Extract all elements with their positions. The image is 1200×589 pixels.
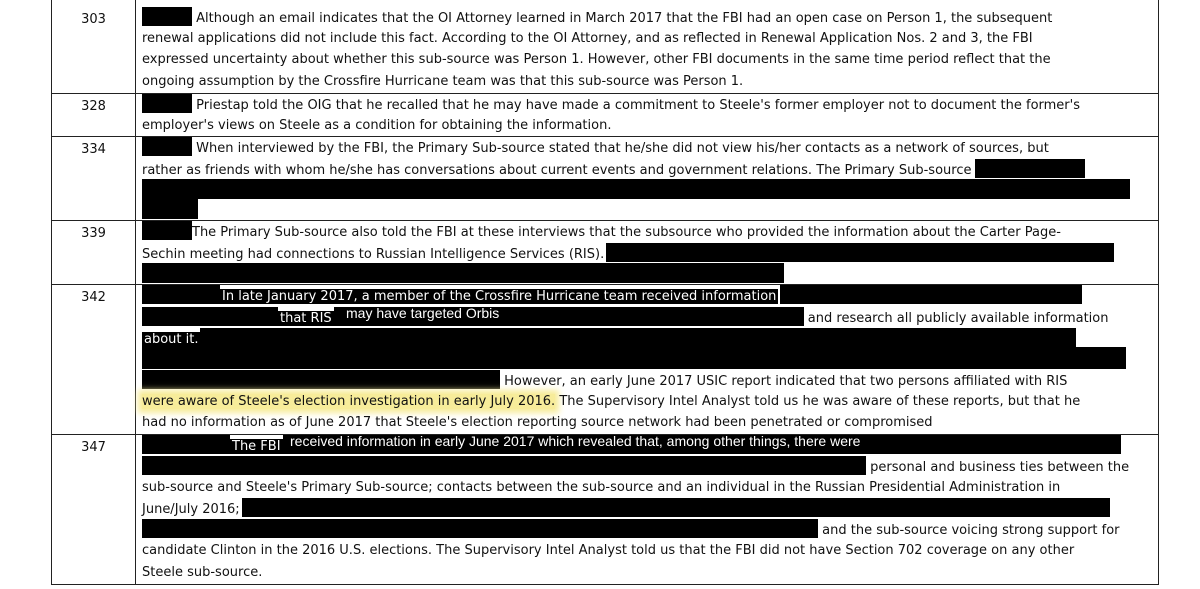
row-text [136, 434, 1159, 584]
text-fragment: that RIS [280, 310, 332, 326]
row-number: 334 [52, 137, 136, 221]
text-line: Sechin meeting had connections to Russian Intelligence Services (RIS). [142, 246, 605, 262]
text-line: and research all publicly available information [807, 310, 1109, 326]
row-text [136, 137, 1159, 221]
table-row-342 [52, 285, 1159, 434]
text-line: June/July 2016; [142, 502, 240, 518]
row-text [136, 285, 1159, 434]
text-fragment: The FBI [232, 438, 281, 454]
text-line: The Primary Sub-source also told the FBI at these interviews that the subsource who provided the information about the Carter Page- [192, 225, 1061, 241]
table-row-328 [52, 94, 1159, 137]
redaction-block [142, 94, 192, 113]
row-number: 339 [52, 221, 136, 285]
redaction-block [142, 370, 500, 389]
redaction-block [242, 498, 1110, 517]
redaction-block [142, 137, 192, 156]
text-line: However, an early June 2017 USIC report indicated that two persons affiliated with RIS [504, 373, 1068, 389]
text-line: When interviewed by the FBI, the Primary Sub-source stated that he/she did not view his/her contacts as a network of sources, but [196, 141, 1049, 157]
text-line: sub-source and Steele's Primary Sub-source; contacts between the sub-source and an individual in the Russian Presidential Administration in [142, 479, 1061, 495]
text-line: ongoing assumption by the Crossfire Hurricane team was that this sub-source was Person 1. [142, 73, 744, 89]
redaction-block [142, 7, 192, 26]
text-line: The Supervisory Intel Analyst told us he was aware of these reports, but that he [555, 394, 1081, 410]
redaction-block [200, 328, 1076, 347]
row-number: 303 [52, 0, 136, 94]
redaction-block [142, 179, 1130, 199]
text-line: employer's views on Steele as a condition for obtaining the information. [142, 118, 612, 134]
redaction-block [606, 243, 1114, 262]
row-number: 328 [52, 94, 136, 137]
overlay-text: received information in early June 2017 which revealed that, among other things, there were [290, 432, 861, 449]
highlighted-text: were aware of Steele's election investigation in early July 2016. [142, 394, 556, 410]
redaction-block [142, 307, 278, 326]
overlay-text: may have targeted Orbis [346, 304, 500, 321]
text-line: expressed uncertainty about whether this sub-source was Person 1. However, other FBI documents in the same time period reflect that the [142, 52, 1051, 68]
redaction-block [142, 221, 192, 240]
redaction-block [975, 159, 1085, 178]
text-line: and the sub-source voicing strong support for [822, 523, 1120, 539]
text-line: renewal applications did not include this fact. According to the OI Attorney, and as reflected in Renewal Application Nos. 2 and 3, the FBI [142, 31, 1033, 47]
text-line: Steele sub-source. [142, 564, 263, 580]
row-number: 347 [52, 434, 136, 584]
redaction-block [142, 347, 1126, 369]
redaction-block [142, 519, 818, 538]
findings-table [51, 0, 1159, 585]
row-text [136, 221, 1159, 285]
table-row-347 [52, 434, 1159, 584]
text-line: about it. [144, 331, 199, 347]
text-line: had no information as of June 2017 that Steele's election reporting source network had been penetrated or compromised [142, 415, 933, 431]
text-line: candidate Clinton in the 2016 U.S. elections. The Supervisory Intel Analyst told us that the FBI did not have Section 702 coverage on any other [142, 543, 1075, 559]
redaction-block [780, 285, 1082, 304]
redaction-block [142, 199, 198, 219]
row-number: 342 [52, 285, 136, 434]
redaction-block [142, 263, 784, 283]
row-text [136, 94, 1159, 137]
table-row-303 [52, 0, 1159, 94]
table-row-334 [52, 137, 1159, 221]
redaction-block [142, 285, 220, 304]
text-line: Priestap told the OIG that he recalled that he may have made a commitment to Steele's former employer not to document the former's [196, 98, 1081, 113]
redaction-block [142, 456, 866, 475]
redaction-block [142, 435, 230, 454]
row-text [136, 0, 1159, 94]
text-line: personal and business ties between the [870, 459, 1130, 475]
text-line: rather as friends with whom he/she has conversations about current events and government relations. The Primary Sub-source [142, 162, 972, 178]
text-line: Although an email indicates that the OI Attorney learned in March 2017 that the FBI had an open case on Person 1, the subsequent [196, 11, 1053, 26]
text-line: In late January 2017, a member of the Crossfire Hurricane team received information [222, 289, 777, 305]
table-row-339 [52, 221, 1159, 285]
